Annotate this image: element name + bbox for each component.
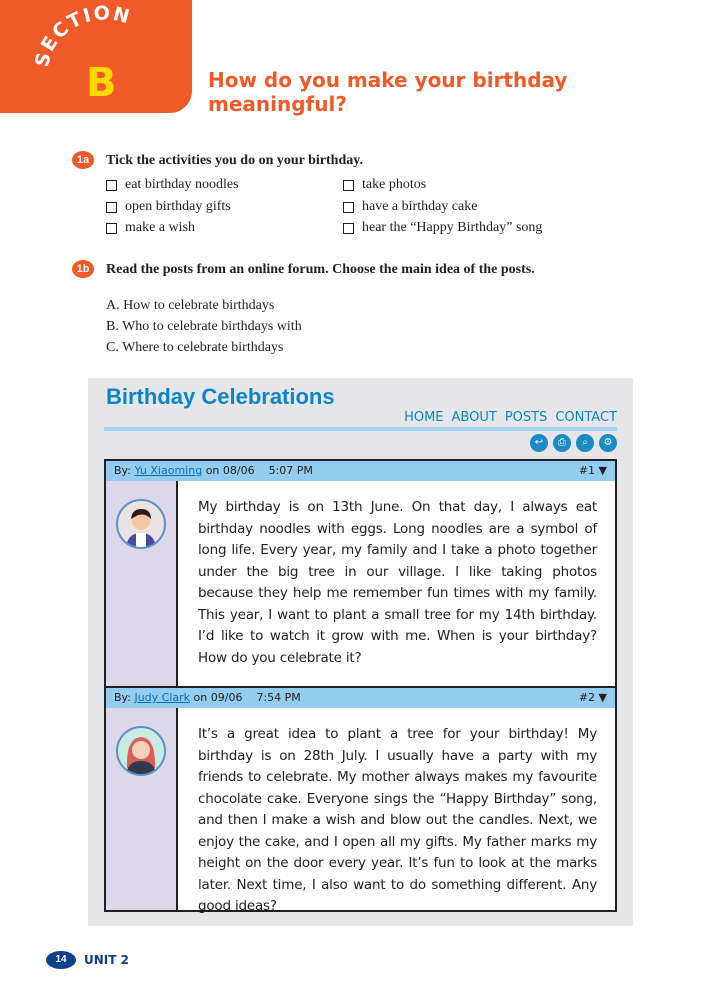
avatar — [116, 499, 166, 549]
nav-posts[interactable]: POSTS — [505, 410, 548, 430]
search-icon[interactable]: ⌕ — [576, 434, 594, 452]
checkbox-label: make a wish — [125, 220, 195, 235]
by-label: By: — [114, 464, 131, 477]
svg-text:SECTION: SECTION — [31, 2, 134, 70]
option-b[interactable]: B. Who to celebrate birthdays with — [106, 319, 302, 334]
dropdown-arrow-icon[interactable]: ▼ — [598, 464, 607, 477]
post-sidebar — [106, 481, 178, 686]
exercise-badge-1b: 1b — [72, 260, 94, 278]
page-number: 14 — [46, 951, 76, 969]
exercise-1a-prompt: Tick the activities you do on your birthday. — [106, 153, 363, 168]
exercise-badge-1a: 1a — [72, 151, 94, 169]
checkbox-label: hear the “Happy Birthday” song — [362, 220, 543, 235]
by-label: By: — [114, 691, 131, 704]
nav-divider — [104, 427, 617, 431]
author-link[interactable]: Judy Clark — [134, 691, 191, 704]
post-body: My birthday is on 13th June. On that day, I always eat birthday noodles with eggs. Long noodles are a symbol of long life. Every year, my family and I take a photo together under the big tree in our village. I like taking photos because they help me remember fun times with my family. This year, I want to plant a small tree for my 14th birthday. I’d like to watch it grow with me. When is your birthday? How do you celebrate it? — [198, 499, 597, 666]
post-number: #1 — [578, 464, 596, 477]
post-date: on 09/06 — [193, 691, 243, 704]
forum-title: Birthday Celebrations — [106, 384, 335, 409]
checkbox-label: eat birthday noodles — [125, 177, 239, 192]
unit-label: UNIT 2 — [84, 953, 129, 967]
avatar — [116, 726, 166, 776]
exercise-1b-prompt: Read the posts from an online forum. Choose the main idea of the posts. — [106, 262, 535, 277]
section-b-logo — [0, 0, 192, 113]
nav-home[interactable]: HOME — [404, 410, 444, 425]
checkbox-item[interactable] — [343, 199, 477, 215]
checkbox-item[interactable] — [106, 177, 239, 193]
checkbox-item[interactable] — [106, 199, 231, 215]
checkbox-item[interactable] — [343, 220, 542, 236]
option-c[interactable]: C. Where to celebrate birthdays — [106, 340, 284, 355]
option-a[interactable]: A. How to celebrate birthdays — [106, 298, 275, 313]
post-body: It’s a great idea to plant a tree for your birthday! My birthday is on 28th July. I usually have a party with my friends to celebrate. My mother always makes my favourite chocolate cake. Everyone sings the “Happy Birthday” song, and then I make a wish and blow out the candles. Next, we enjoy the cake, and I open all my gifts. My father marks my height on the door every year. It’s fun to look at the marks later. Next time, I also want to do something different. Any good ideas? — [198, 726, 597, 914]
nav-contact[interactable]: CONTACT — [555, 410, 617, 425]
post-sidebar — [106, 708, 178, 910]
page-title: How do you make your birthday meaningful? — [208, 68, 568, 116]
print-icon[interactable]: ⎙ — [553, 434, 571, 452]
forum-toolbar — [530, 434, 617, 452]
checkbox-item[interactable] — [343, 177, 426, 193]
reply-icon[interactable]: ↩ — [530, 434, 548, 452]
forum-panel — [88, 378, 633, 926]
post-number: #2 — [578, 691, 596, 704]
checkbox-item[interactable] — [106, 220, 195, 236]
checkbox-label: take photos — [362, 177, 427, 192]
post-header — [106, 461, 615, 481]
post-time: 7:54 PM — [256, 691, 301, 704]
post-date: on 08/06 — [205, 464, 255, 477]
forum-post-2 — [104, 686, 617, 912]
checkbox-label: have a birthday cake — [362, 199, 478, 214]
forum-post-1 — [104, 459, 617, 688]
dropdown-arrow-icon[interactable]: ▼ — [598, 691, 607, 704]
settings-icon[interactable]: ⚙ — [599, 434, 617, 452]
post-header — [106, 688, 615, 708]
author-link[interactable]: Yu Xiaoming — [134, 464, 203, 477]
svg-text:B: B — [86, 60, 117, 106]
section-banner — [0, 0, 192, 113]
post-time: 5:07 PM — [268, 464, 313, 477]
checkbox-label: open birthday gifts — [125, 199, 231, 214]
nav-about[interactable]: ABOUT — [451, 410, 497, 425]
